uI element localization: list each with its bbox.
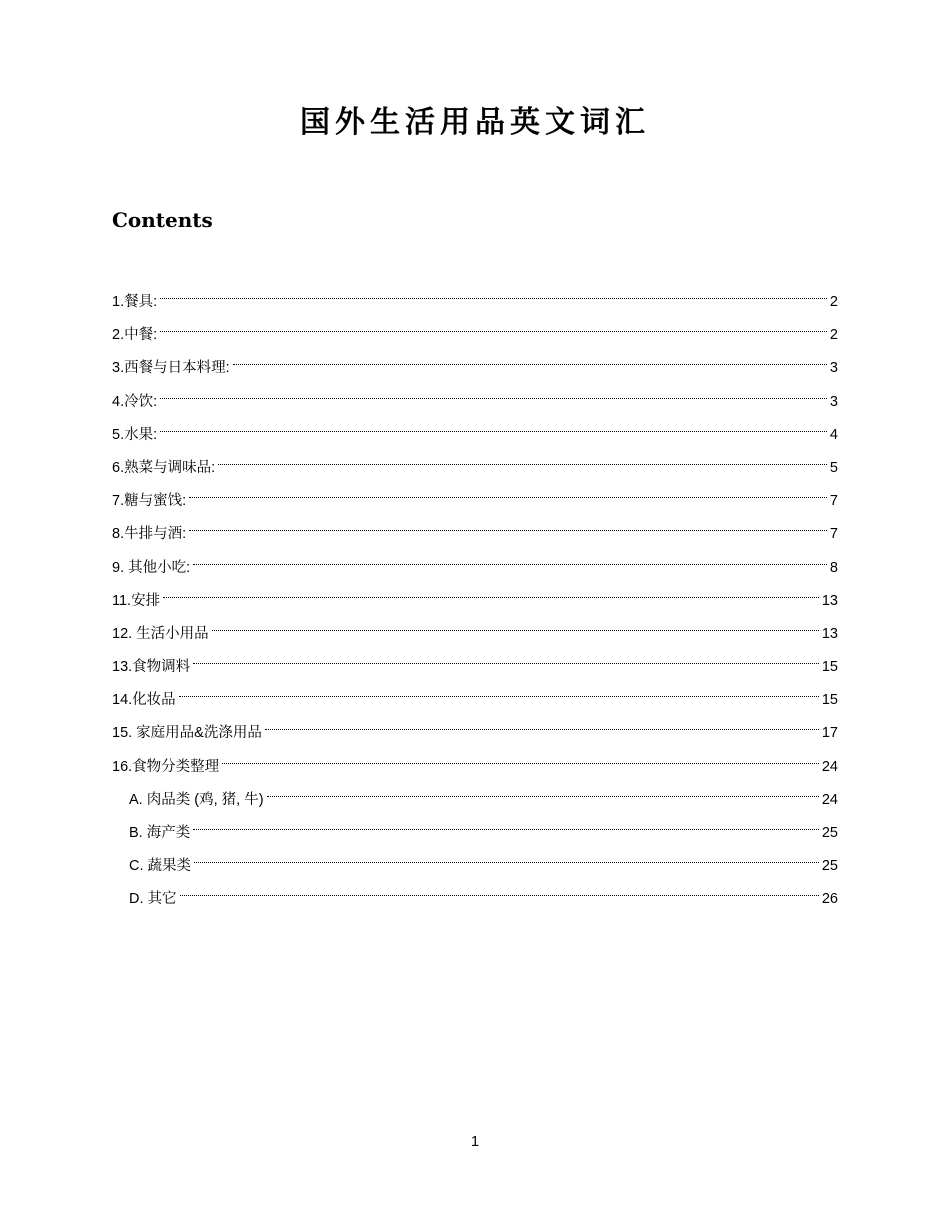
contents-heading: Contents xyxy=(112,208,213,232)
toc-entry-page-number[interactable]: 24 xyxy=(821,758,838,775)
toc-entry-page-number[interactable]: 25 xyxy=(821,858,838,875)
toc-entry-page-number[interactable]: 5 xyxy=(829,459,838,476)
toc-entry-label[interactable]: 11.安排 xyxy=(112,592,161,609)
toc-entry-page-number[interactable]: 13 xyxy=(821,592,838,609)
toc-entry-page-number[interactable]: 2 xyxy=(829,294,838,310)
toc-dot-leader xyxy=(212,612,819,638)
toc-dot-leader xyxy=(193,645,819,671)
toc-entry[interactable] xyxy=(112,645,838,678)
toc-entry[interactable] xyxy=(112,778,838,811)
toc-entry[interactable] xyxy=(112,313,838,346)
toc-entry[interactable] xyxy=(112,678,838,711)
document-title: 国外生活用品英文词汇 xyxy=(300,105,650,140)
toc-entry-label[interactable]: 13.食物调料 xyxy=(112,659,191,676)
page-number: 1 xyxy=(470,1134,480,1150)
toc-dot-leader xyxy=(265,711,819,737)
toc-entry[interactable] xyxy=(112,811,838,844)
toc-entry-label[interactable]: 7.糖与蜜饯: xyxy=(112,493,187,510)
toc-entry-page-number[interactable]: 8 xyxy=(829,559,838,576)
toc-entry-label[interactable]: 12. 生活小用品 xyxy=(112,625,209,642)
toc-dot-leader xyxy=(160,313,827,339)
toc-dot-leader xyxy=(160,380,827,406)
toc-entry-page-number[interactable]: 17 xyxy=(821,725,838,742)
toc-entry-page-number[interactable]: 24 xyxy=(821,791,838,808)
toc-entry-label[interactable]: 15. 家庭用品&洗涤用品 xyxy=(112,725,262,742)
toc-entry-page-number[interactable]: 26 xyxy=(821,891,838,908)
toc-entry[interactable] xyxy=(112,579,838,612)
toc-entry-label[interactable]: C. 蔬果类 xyxy=(129,858,192,875)
toc-entry-label[interactable]: 6.熟菜与调味品: xyxy=(112,459,216,476)
toc-dot-leader xyxy=(267,778,819,804)
toc-entry-label[interactable]: 2.中餐: xyxy=(112,327,158,344)
toc-dot-leader xyxy=(193,811,819,837)
toc-dot-leader xyxy=(218,446,827,472)
toc-entry-label[interactable]: 4.冷饮: xyxy=(112,393,158,410)
toc-entry-label[interactable]: D. 其它 xyxy=(129,891,177,908)
table-of-contents xyxy=(112,280,838,911)
toc-dot-leader xyxy=(180,877,819,903)
toc-entry-label[interactable]: 3.西餐与日本料理: xyxy=(112,360,230,377)
toc-entry-label[interactable]: 1.餐具: xyxy=(112,294,158,310)
toc-entry[interactable] xyxy=(112,479,838,512)
toc-entry-page-number[interactable]: 3 xyxy=(829,393,838,410)
toc-dot-leader xyxy=(179,678,819,704)
toc-entry-page-number[interactable]: 3 xyxy=(829,360,838,377)
toc-entry-label[interactable]: 14.化妆品 xyxy=(112,692,176,709)
toc-entry[interactable] xyxy=(112,844,838,877)
toc-entry-label[interactable]: 9. 其他小吃: xyxy=(112,559,191,576)
toc-entry[interactable] xyxy=(112,280,838,313)
toc-entry-label[interactable]: A. 肉品类 (鸡, 猪, 牛) xyxy=(129,791,264,808)
toc-entry-page-number[interactable]: 7 xyxy=(829,526,838,543)
toc-dot-leader xyxy=(189,512,827,538)
toc-entry-page-number[interactable]: 15 xyxy=(821,692,838,709)
toc-entry[interactable] xyxy=(112,612,838,645)
toc-entry-page-number[interactable]: 25 xyxy=(821,825,838,841)
toc-entry-page-number[interactable]: 4 xyxy=(829,426,838,443)
toc-entry[interactable] xyxy=(112,546,838,579)
toc-dot-leader xyxy=(160,413,827,439)
toc-entry[interactable] xyxy=(112,512,838,545)
toc-entry-page-number[interactable]: 15 xyxy=(821,659,838,676)
toc-entry-page-number[interactable]: 7 xyxy=(829,493,838,510)
toc-dot-leader xyxy=(194,844,819,870)
toc-dot-leader xyxy=(222,745,819,771)
toc-entry[interactable] xyxy=(112,380,838,413)
toc-entry[interactable] xyxy=(112,346,838,379)
toc-entry[interactable] xyxy=(112,446,838,479)
toc-entry-page-number[interactable]: 13 xyxy=(821,625,838,642)
toc-dot-leader xyxy=(189,479,827,505)
toc-entry[interactable] xyxy=(112,745,838,778)
toc-entry[interactable] xyxy=(112,877,838,910)
toc-entry[interactable] xyxy=(112,711,838,744)
toc-entry-label[interactable]: 8.牛排与酒: xyxy=(112,526,187,543)
toc-entry[interactable] xyxy=(112,413,838,446)
toc-entry-label[interactable]: 5.水果: xyxy=(112,426,158,443)
toc-dot-leader xyxy=(163,579,819,605)
toc-dot-leader xyxy=(233,346,827,372)
toc-entry-label[interactable]: 16.食物分类整理 xyxy=(112,758,220,775)
toc-dot-leader xyxy=(160,280,827,306)
toc-entry-label[interactable]: B. 海产类 xyxy=(129,825,191,841)
toc-dot-leader xyxy=(193,546,827,572)
toc-entry-page-number[interactable]: 2 xyxy=(829,327,838,344)
